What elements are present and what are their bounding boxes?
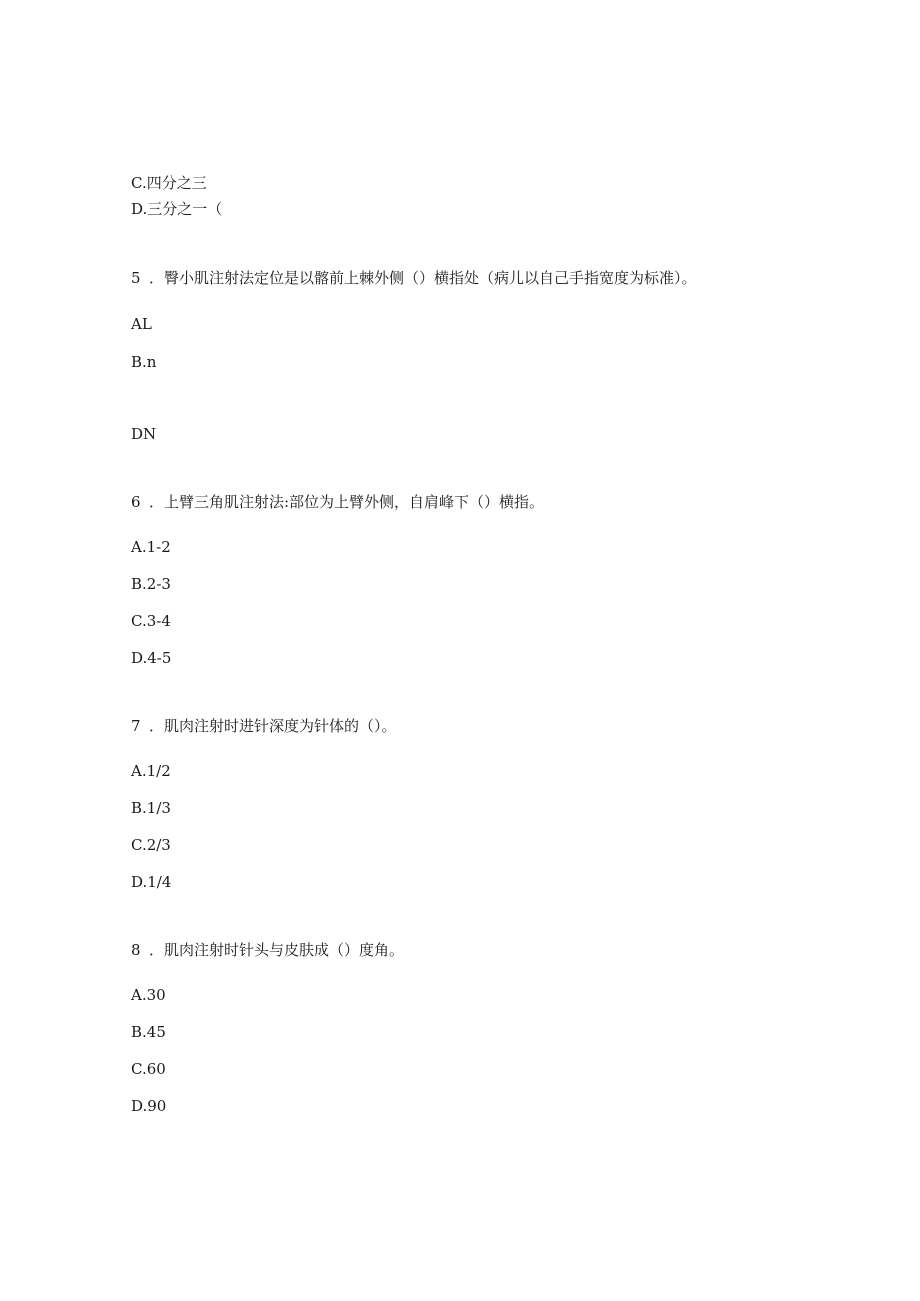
- question-number: 6: [131, 493, 141, 511]
- question-8: [131, 940, 404, 960]
- question-number: 5: [131, 269, 141, 287]
- option-b-q5: B.n: [131, 353, 157, 371]
- option-d-q7: D.1/4: [131, 873, 172, 891]
- option-b-q7: B.1/3: [131, 799, 171, 817]
- question-text: ．肌肉注射时进针深度为针体的（）。: [149, 717, 397, 735]
- question-text: ．臀小肌注射法定位是以髂前上棘外侧（）横指处（病儿以自己手指宽度为标准）。: [149, 269, 697, 287]
- option-c-q8: C.60: [131, 1060, 166, 1078]
- question-number: 7: [131, 717, 141, 735]
- question-number: 8: [131, 941, 141, 959]
- option-b-q6: B.2-3: [131, 575, 171, 593]
- question-5: [131, 268, 697, 288]
- question-7: [131, 716, 397, 736]
- option-d-q4: D.三分之一（: [131, 200, 223, 218]
- option-a-q8: A.30: [131, 986, 166, 1004]
- option-b-q8: B.45: [131, 1023, 166, 1041]
- option-c-q6: C.3-4: [131, 612, 171, 630]
- option-d-q5: DN: [131, 425, 157, 443]
- question-text: ．上臂三角肌注射法:部位为上臂外侧，自肩峰下（）横指。: [149, 493, 545, 511]
- option-c-q4: C.四分之三: [131, 174, 207, 192]
- option-a-q6: A.1-2: [131, 538, 171, 556]
- option-c-q7: C.2/3: [131, 836, 171, 854]
- option-d-q6: D.4-5: [131, 649, 172, 667]
- question-6: [131, 492, 544, 512]
- question-text: ．肌肉注射时针头与皮肤成（）度角。: [149, 941, 405, 959]
- option-a-q5: AL: [131, 315, 152, 333]
- option-a-q7: A.1/2: [131, 762, 171, 780]
- option-d-q8: D.90: [131, 1097, 167, 1115]
